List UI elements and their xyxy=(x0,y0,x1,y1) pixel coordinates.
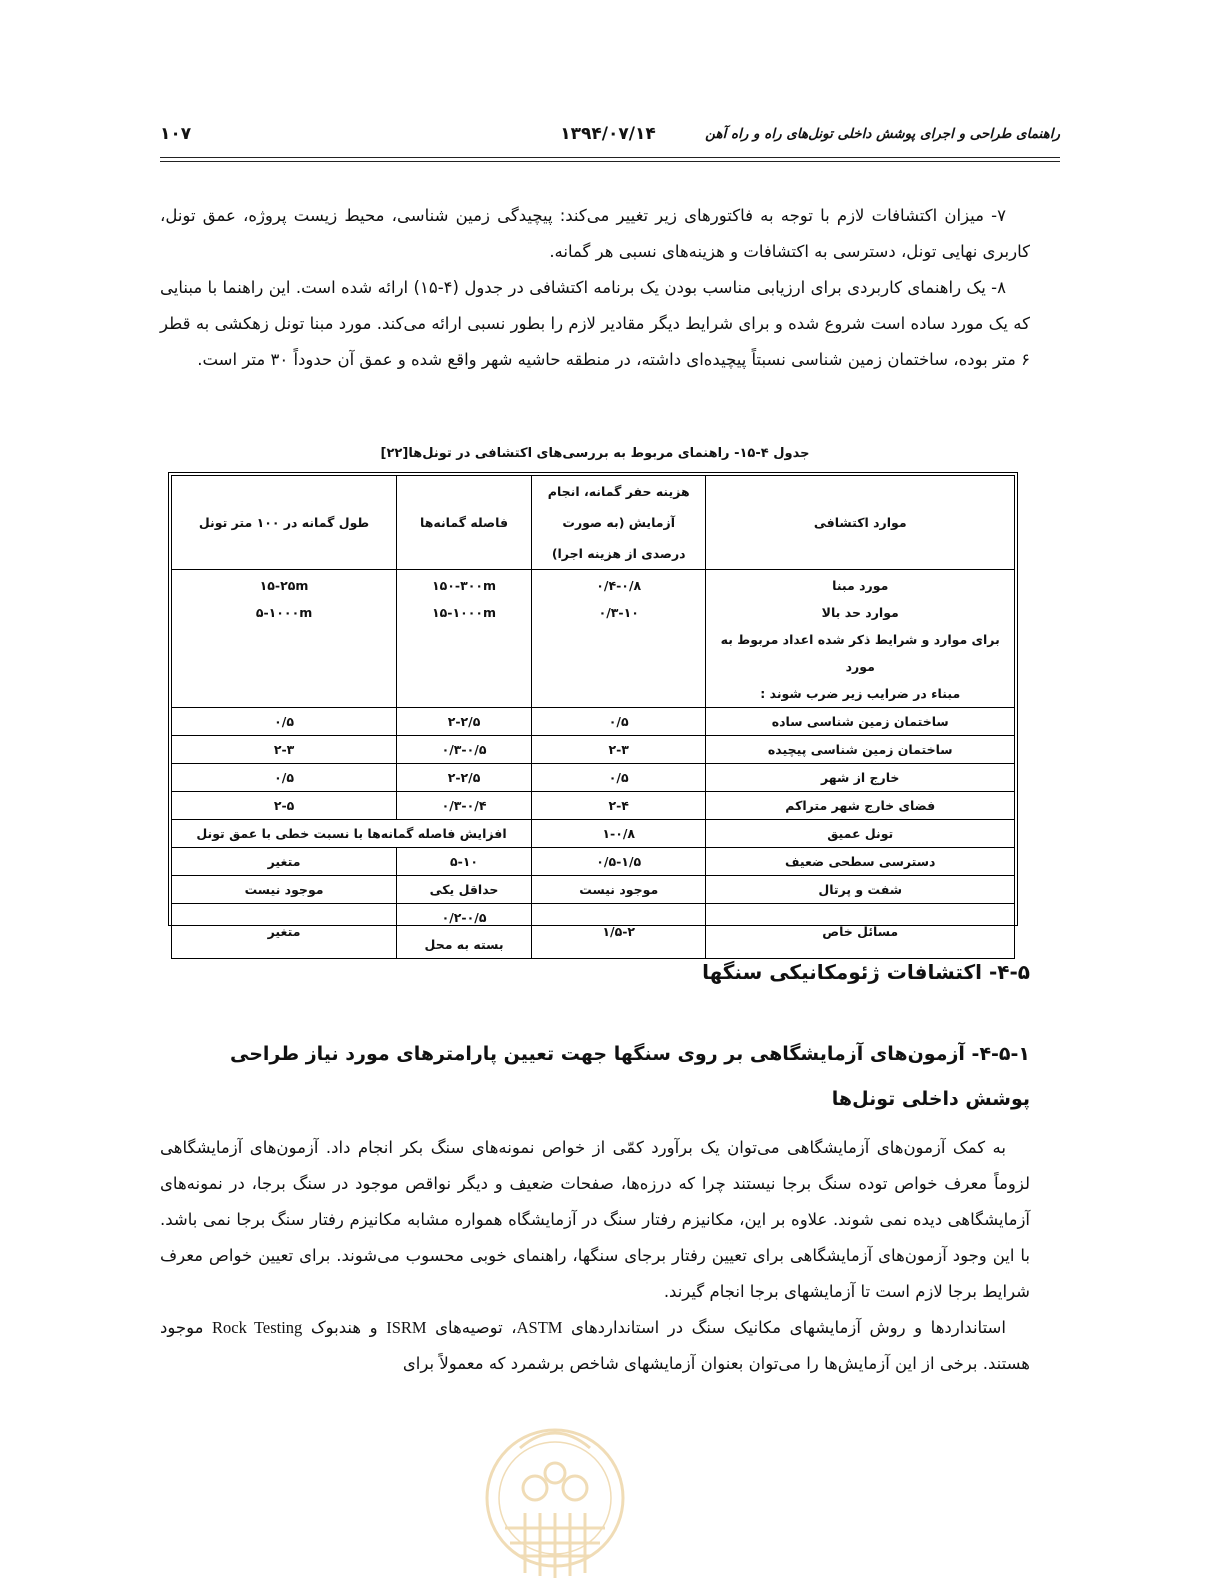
table-cell: ۰/۵ xyxy=(172,764,397,792)
table-cell-merged: افزایش فاصله گمانه‌ها با نسبت خطی با عمق تونل xyxy=(172,820,532,848)
running-header xyxy=(160,122,1060,148)
table-cell: شفت و پرتال xyxy=(706,876,1015,904)
table-row xyxy=(172,848,1015,876)
table-cell: ۱/۵-۲ xyxy=(531,904,706,959)
header-cost: هزینه حفر گمانه، انجام آزمایش (به صورت درصدی از هزینه اجرا) xyxy=(531,476,706,570)
table-cell: ۱۵۰-۳۰۰m ۱۵-۱۰۰۰m xyxy=(397,570,532,708)
table-cell: ساختمان زمین شناسی ساده xyxy=(706,708,1015,736)
table-cell: ۰/۳-۰/۴ xyxy=(397,792,532,820)
subsection-heading: ۴-۵-۱- آزمون‌های آزمایشگاهی بر روی سنگها جهت تعیین پارامترهای مورد نیاز طراحی پوشش داخلی تونل‌ها xyxy=(229,1043,1030,1110)
table-cell: ۲-۳ xyxy=(172,736,397,764)
table-cell: متغیر xyxy=(172,848,397,876)
table-cell: ۰/۵ xyxy=(531,764,706,792)
table-row xyxy=(172,792,1015,820)
table-header-row xyxy=(172,476,1015,570)
paragraph-8: ۸- یک راهنمای کاربردی برای ارزیابی مناسب بودن یک برنامه اکتشافی در جدول (۴-۱۵) ارائه شده است. این راهنما با مبنایی که یک مورد ساده است شروع شده و برای شرایط دیگر مقادیر لازم را بطور نسبی ارائه می‌کند. مورد مبنا تونل زهکشی به قطر ۶ متر بوده، ساختمان زمین شناسی نسبتاً پیچیده‌ای داشته، در منطقه حاشیه شهر واقع شده و عمق آن حدوداً ۳۰ متر است. xyxy=(160,278,1030,369)
header-spacing: فاصله گمانه‌ها xyxy=(397,476,532,570)
table-cell: ۰/۳-۰/۵ xyxy=(397,736,532,764)
table-cell: ۱-۰/۸ xyxy=(531,820,706,848)
table-cell: ۰/۲-۰/۵ بسته به محل xyxy=(397,904,532,959)
table-cell: ۵-۱۰ xyxy=(397,848,532,876)
watermark-logo-icon xyxy=(480,1388,630,1584)
table-row xyxy=(172,904,1015,959)
table-cell: دسترسی سطحی ضعیف xyxy=(706,848,1015,876)
table-cell: مسائل خاص xyxy=(706,904,1015,959)
table-cell: حداقل یکی xyxy=(397,876,532,904)
table-row xyxy=(172,876,1015,904)
rock-testing-text: Rock Testing xyxy=(212,1318,303,1337)
header-item: موارد اکتشافی xyxy=(706,476,1015,570)
table-cell: ۰/۵-۱/۵ xyxy=(531,848,706,876)
header-rule xyxy=(160,161,1060,162)
paragraph-lab-tests: به کمک آزمون‌های آزمایشگاهی می‌توان یک برآورد کمّی از خواص نمونه‌های سنگ بکر انجام داد. آزمون‌های آزمایشگاهی لزوماً معرف خواص توده سنگ برجا نیستند چرا که درزه‌ها، صفحات ضعیف و دیگر نواقص موجود در سنگ برجا، در نمونه‌های آزمایشگاهی دیده نمی شوند. علاوه بر این، مکانیزم رفتار سنگ در آزمایشگاه همواره مشابه مکانیزم رفتار سنگ برجا نمی باشد. با این وجود آزمون‌های آزمایشگاهی برای تعیین رفتار برجای سنگها، راهنمای خوبی محسوب می‌شوند. برای تعیین خواص معرف شرایط برجا لازم است تا آزمایشهای برجا انجام گیرند. xyxy=(160,1138,1030,1301)
table-cell: موجود نیست xyxy=(172,876,397,904)
table-cell: ساختمان زمین شناسی پیچیده xyxy=(706,736,1015,764)
page-number: ۱۰۷ xyxy=(160,124,192,144)
table-row xyxy=(172,708,1015,736)
table-caption: جدول ۴-۱۵- راهنمای مربوط به بررسی‌های اکتشافی در تونل‌ها[۲۲] xyxy=(380,446,810,461)
astm-text: ASTM xyxy=(516,1318,563,1337)
table-cell: ۲-۲/۵ xyxy=(397,708,532,736)
table-cell: ۰/۵ xyxy=(172,708,397,736)
isrm-text: ISRM xyxy=(386,1318,427,1337)
header-rule xyxy=(160,157,1060,158)
table-cell: ۰/۵ xyxy=(531,708,706,736)
header-title: راهنمای طراحی و اجرای پوشش داخلی تونل‌های راه و راه آهن xyxy=(705,126,1060,142)
table-cell: فضای خارج شهر متراکم xyxy=(706,792,1015,820)
table-row xyxy=(172,764,1015,792)
table-cell: خارج از شهر xyxy=(706,764,1015,792)
section-heading: ۴-۵- اکتشافات ژئومکانیکی سنگها xyxy=(702,960,1030,984)
exploration-table xyxy=(168,472,1018,952)
table-cell: ۰/۴-۰/۸ ۰/۳-۱۰ xyxy=(531,570,706,708)
table-cell: ۲-۴ xyxy=(531,792,706,820)
table-row xyxy=(172,820,1015,848)
table-cell: ۲-۲/۵ xyxy=(397,764,532,792)
table-cell: تونل عمیق xyxy=(706,820,1015,848)
table-cell: متغیر xyxy=(172,904,397,959)
header-date: ۱۳۹۴/۰۷/۱۴ xyxy=(560,124,656,144)
header-length: طول گمانه در ۱۰۰ متر تونل xyxy=(172,476,397,570)
table-cell: ۲-۵ xyxy=(172,792,397,820)
table-cell: موجود نیست xyxy=(531,876,706,904)
paragraph-standards: استانداردها و روش آزمایشهای مکانیک سنگ در استانداردهای ASTM، توصیه‌های ISRM و هندبوک Rock Testing موجود هستند. برخی از این آزمایش‌ها را می‌توان بعنوان آزمایشهای شاخص برشمرد که معمولاً برای xyxy=(160,1318,1030,1373)
paragraph-7: ۷- میزان اکتشافات لازم با توجه به فاکتورهای زیر تغییر می‌کند: پیچیدگی زمین شناسی، محیط زیست پروژه، عمق تونل، کاربری نهایی تونل، دسترسی به اکتشافات و هزینه‌های نسبی هر گمانه. xyxy=(160,206,1030,261)
table-row xyxy=(172,570,1015,708)
table-cell: مورد مبنا موارد حد بالا برای موارد و شرایط ذکر شده اعداد مربوط به مورد مبناء در ضرایب زیر ضرب شوند : xyxy=(706,570,1015,708)
table-row xyxy=(172,736,1015,764)
table-cell: ۱۵-۲۵m ۵-۱۰۰۰m xyxy=(172,570,397,708)
table-cell: ۲-۳ xyxy=(531,736,706,764)
